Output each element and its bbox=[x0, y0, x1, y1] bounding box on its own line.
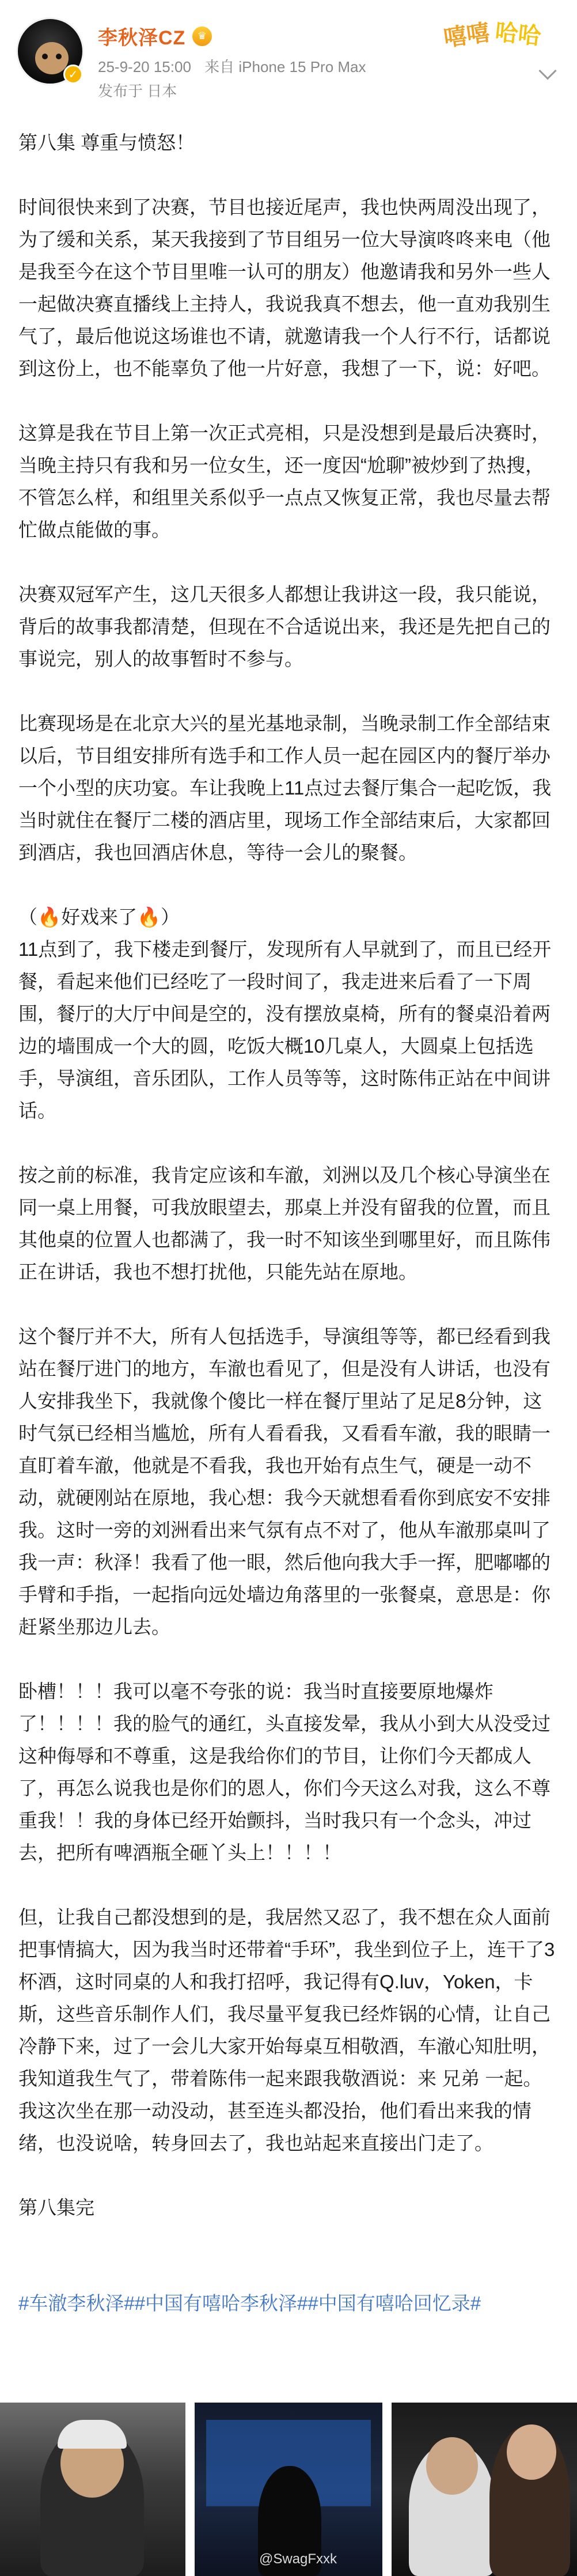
hashtag-links[interactable]: #车澈李秋泽##中国有嘻哈李秋泽##中国有嘻哈回忆录# bbox=[18, 2293, 481, 2314]
post-paragraph: 比赛现场是在北京大兴的星光基地录制，当晚录制工作全部结束以后，节目组安排所有选手和工作人员一起在园区内的餐厅举办一个小型的庆功宴。车让我晚上11点过去餐厅集合一起吃饭，我当时就住在餐厅二楼的酒店里，现场工作全部结束后，大家都回到酒店，我也回酒店休息，等待一会儿的聚餐。 bbox=[18, 713, 552, 863]
post-body bbox=[18, 127, 560, 2256]
photo-3[interactable] bbox=[392, 2403, 577, 2576]
photo-1[interactable] bbox=[0, 2403, 185, 2576]
post-paragraph: 第八集完 bbox=[18, 2197, 94, 2218]
post-paragraph: （🔥好戏来了🔥） 11点到了，我下楼走到餐厅，发现所有人早就到了，而且已经开餐，看起来他们已经吃了一段时间了，我走进来后看了一下周围，餐厅的大厅中间是空的，没有摆放桌椅，所有的餐桌沿着两边的墙围成一个大的圆，吃饭大概10几桌人，大圆桌上包括选手，导演组，音乐团队，工作人员等等，这时陈伟正站在中间讲话。 bbox=[18, 906, 552, 1121]
avatar-eye-right bbox=[56, 54, 62, 59]
vip-crown-icon: ♛ bbox=[192, 27, 212, 46]
chevron-down-icon[interactable] bbox=[538, 62, 556, 80]
photo-person-head bbox=[507, 2424, 556, 2480]
post-paragraph: 时间很快来到了决赛，节目也接近尾声，我也快两周没出现了，为了缓和关系，某天我接到了节目组另一位大导演咚咚来电（他是我至今在这个节目里唯一认可的朋友）他邀请我和另外一些人一起做决赛直播线上主持人，我说我真不想去，他一直劝我别生气了，最后他说这场谁也不请，就邀请我一个人行不行，话都说到这份上，也不能辜负了他一片好意，我想了一下，说：好吧。 bbox=[18, 196, 551, 379]
avatar-eye-left bbox=[42, 54, 48, 59]
decorative-sticker-icon bbox=[443, 13, 559, 53]
post-header bbox=[0, 0, 577, 121]
post-paragraph: 这算是我在节目上第一次正式亮相，只是没想到是最后决赛时，当晚主持只有我和另一位女生，还一度因“尬聊”被炒到了热搜，不管怎么样，和组里关系似乎一点点又恢复正常，我也尽量去帮忙做点能做的事。 bbox=[18, 422, 551, 540]
post-paragraph: 但，让我自己都没想到的是，我居然又忍了，我不想在众人面前把事情搞大，因为我当时还带着“手环”，我坐到位子上，连干了3杯酒，这时同桌的人和我打招呼，我记得有Q.luv，Yoken，卡斯，这些音乐制作人们，我尽量平复我已经炸锅的心情，让自己冷静下来，过了一会儿大家开始每桌互相敬酒，车澈心知肚明，我知道我生气了，带着陈伟一起来跟我敬酒说：来 兄弟 一起。我这次坐在那一动没动，甚至连头都没抬，他们看出来我的情绪，也没说啥，转身回去了，我也站起来直接出门走了。 bbox=[18, 1907, 555, 2154]
post-paragraph: 这个餐厅并不大，所有人包括选手，导演组等等，都已经看到我站在餐厅进门的地方，车澈也看见了，但是没有人讲话，也没有人安排我坐下，我就像个傻比一样在餐厅里站了足足8分钟，这时气氛已经相当尴尬，所有人看看我，又看看车澈，我的眼睛一直盯着车澈，他就是不看我，我也开始有点生气，硬是一动不动，就硬刚站在原地，我心想：我今天就想看看你到底安不安排我。这时一旁的刘洲看出来气氛有点不对了，他从车澈那桌叫了我一声：秋泽！我看了他一眼，然后他向我大手一挥，肥嘟嘟的手臂和手指，一起指向远处墙边角落里的一张餐桌，意思是：你赶紧坐那边儿去。 bbox=[18, 1326, 551, 1637]
avatar-face bbox=[35, 42, 69, 74]
post-paragraph: 决赛双冠军产生，这几天很多人都想让我讲这一段，我只能说，背后的故事我都清楚，但现在不合适说出来，我还是先把自己的事说完，别人的故事暂时不参与。 bbox=[18, 584, 551, 669]
image-gallery bbox=[0, 2403, 577, 2576]
photo-person-cap bbox=[58, 2420, 127, 2449]
post-date: 25-9-20 15:00 bbox=[98, 58, 191, 75]
post-location: 发布于 日本 bbox=[98, 82, 177, 100]
username[interactable] bbox=[98, 22, 212, 50]
sticker-text-1: 嘻嘻 bbox=[442, 19, 492, 52]
post-meta bbox=[98, 55, 366, 77]
verified-badge-icon: ✓ bbox=[63, 65, 83, 84]
photo-person-head bbox=[426, 2437, 478, 2495]
post-title: 第八集 尊重与愤怒！ bbox=[18, 132, 195, 153]
post-paragraph: 按之前的标准，我肯定应该和车澈，刘洲以及几个核心导演坐在同一桌上用餐，可我放眼望去，那桌上并没有留我的位置，而且其他桌的位置人也都满了，我一时不知该坐到哪里好，而且陈伟正在讲话，我也不想打扰他，只能先站在原地。 bbox=[18, 1164, 551, 1283]
photo-2[interactable] bbox=[195, 2403, 382, 2576]
image-watermark: @SwagFxxk bbox=[259, 2551, 337, 2567]
post-paragraph: 卧槽！！！我可以毫不夸张的说：我当时直接要原地爆炸了！！！！我的脸气的通红，头直接发晕，我从小到大从没受过这种侮辱和不尊重，这是我给你们的节目，让你们今天都成人了，再怎么说我也是你们的恩人，你们今天这么对我，这么不尊重我！！我的身体已经开始颤抖，当时我只有一个念头，冲过去，把所有啤酒瓶全砸丫头上！！！！ bbox=[18, 1681, 551, 1863]
username-text[interactable]: 李秋泽CZ bbox=[98, 27, 186, 49]
post-source: 来自 iPhone 15 Pro Max bbox=[204, 58, 366, 75]
sticker-text-2: 哈哈 bbox=[494, 19, 542, 50]
